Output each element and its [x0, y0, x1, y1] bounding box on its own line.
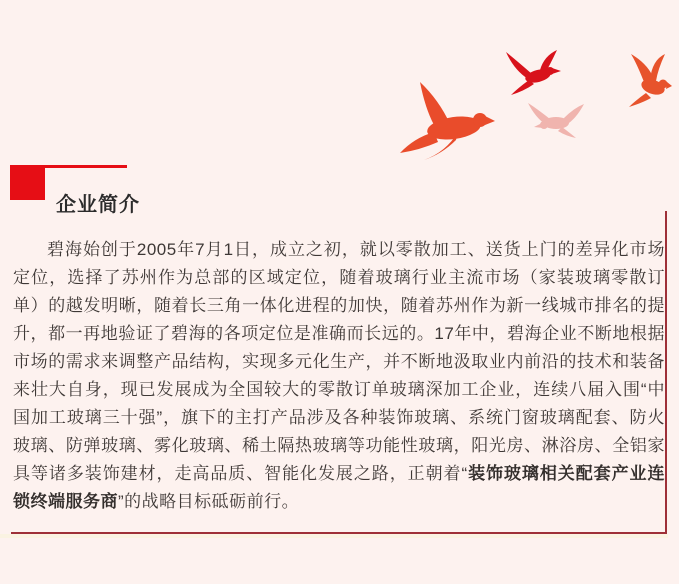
title-accent-line	[38, 165, 127, 168]
company-intro-paragraph	[13, 236, 665, 516]
bottom-accent-strip	[0, 534, 668, 538]
dove-pale-icon	[526, 100, 586, 140]
intro-text-strategy-bold: 装饰玻璃相关配套产业连锁终端服务商	[13, 464, 665, 511]
intro-text-lead: 碧海始创于2005年7月1日，成立之初，就以零散加工、送货上门的差异化市场定位，选择了苏州作为总部的区域定位，随着玻璃行业主流市场（家装玻璃零散订单）的越发明晰，随着长三角一体化进程的加快，随着苏州作为新一线城市排名的提升，都一再地验证了碧海的各项定位是准确而长远的。17年中，碧海企业不断地根据市场的需求来调整产品结构，实现多元化生产，并不断地汲取业内前沿的技术和装备来壮大自身，现已发展成为全国较大的零散订单玻璃深加工企业，连续八届入围“中国加工玻璃三十强”，旗下的主打产品涉及各种装饰玻璃、系统门窗玻璃配套、防火玻璃、防弹玻璃、雾化玻璃、稀土隔热玻璃等功能性玻璃，阳光房、淋浴房、全铝家具等诸多装饰建材，走高品质、智能化发展之路，正朝着“	[13, 240, 665, 483]
bird-orange-icon	[624, 52, 672, 108]
intro-text-tail: ”的战略目标砥砺前行。	[118, 492, 300, 511]
title-accent-square	[10, 165, 45, 200]
page-title: 企业简介	[56, 194, 140, 217]
dove-large-icon	[396, 80, 496, 162]
bird-red-icon	[504, 50, 568, 96]
